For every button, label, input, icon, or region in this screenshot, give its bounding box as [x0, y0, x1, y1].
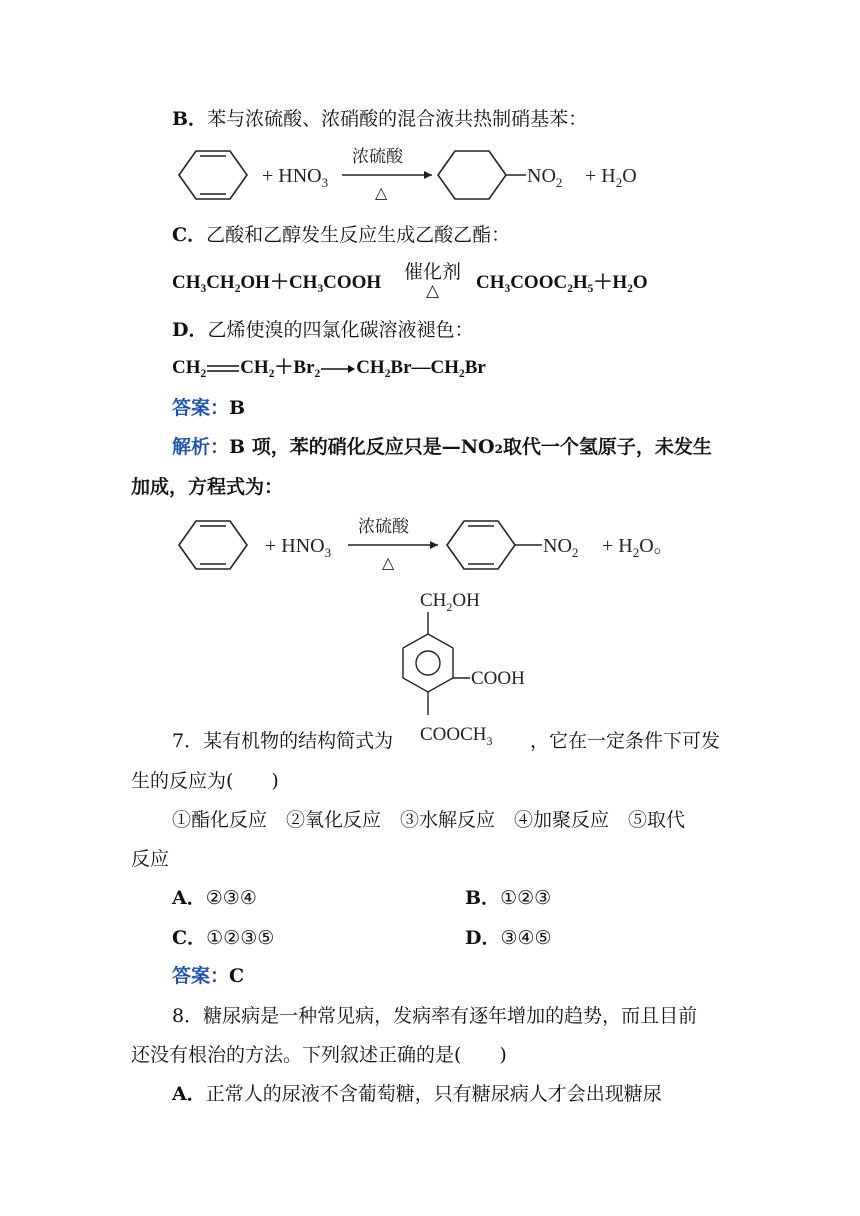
- reagent: + HNO: [265, 535, 325, 557]
- q7-stem-part1: 7．某有机物的结构简式为: [172, 730, 394, 752]
- answer-label: 答案：: [172, 397, 230, 419]
- structure-formula: [400, 582, 550, 754]
- q7-option-b: B．①②③: [465, 887, 552, 909]
- nitro-group: NO: [543, 535, 572, 557]
- svg-text:NO2: $NO_2$: [527, 165, 563, 190]
- analysis-line-2: 加成，方程式为：: [131, 476, 284, 498]
- q8-stem-line2: 还没有根治的方法。下列叙述正确的是( ): [131, 1044, 507, 1066]
- equation-analysis: [170, 510, 690, 580]
- q7-option-a: A．②③④: [172, 887, 257, 909]
- benzene-ring-icon: [403, 612, 470, 715]
- arrow-icon: [320, 362, 356, 376]
- q7-option-d: D．③④⑤: [465, 927, 552, 949]
- q8-option-a: A．正常人的尿液不含葡萄糖，只有糖尿病人才会出现糖尿: [172, 1083, 662, 1105]
- equation-c-left: CH₃CH₂OH＋CH₃COOH: [172, 272, 382, 293]
- analysis-label: 解析：: [172, 436, 230, 458]
- option-b: [172, 106, 587, 132]
- cooch3-group: COOCH: [420, 724, 487, 745]
- reagent: + HNO: [262, 165, 322, 187]
- reversible-arrow: [404, 278, 466, 300]
- answer-value: B: [229, 397, 246, 419]
- svg-text:+ HNO3: + $HNO_3$: [265, 535, 332, 560]
- option-d: [172, 317, 474, 343]
- q7-stem-part2: ，它在一定条件下可发: [530, 730, 721, 752]
- equation-d: CH₂ CH₂＋Br₂ CH₂Br—CH₂Br: [172, 357, 486, 378]
- nitro-group: NO: [527, 165, 556, 187]
- catalyst-label: 浓硫酸: [352, 147, 403, 167]
- water: + H: [585, 165, 616, 187]
- svg-text:NO2: $NO_2$: [543, 535, 579, 560]
- svg-text:△: △: [426, 281, 440, 300]
- double-bond-icon: [206, 362, 240, 376]
- heat-symbol: △: [375, 183, 388, 202]
- ch2oh-group: CH: [420, 590, 447, 611]
- option-letter: D．: [172, 319, 208, 341]
- svg-text:CH2OH: $CH_2OH$: [420, 590, 480, 614]
- equation-c-right: CH₃COOC₂H₅＋H₂O: [476, 272, 648, 293]
- answer-value: C: [229, 965, 245, 987]
- q7-choices-line1: ①酯化反应 ②氧化反应 ③水解反应 ④加聚反应 ⑤取代: [172, 809, 686, 831]
- benzene-ring-icon: [179, 521, 247, 569]
- equation-b: [170, 140, 670, 210]
- benzene-ring-icon: [179, 151, 247, 199]
- catalyst-label: 催化剂: [404, 261, 462, 283]
- answer-line: [172, 395, 245, 421]
- svg-text:+ H2O。: + $H_2O$。: [602, 535, 674, 560]
- cyclohexane-ring-icon: [438, 151, 526, 199]
- catalyst-label: 浓硫酸: [358, 517, 409, 537]
- analysis-text: B 项，苯的硝化反应只是—NO₂取代一个氢原子，未发生: [229, 436, 712, 458]
- option-c: [172, 222, 510, 248]
- heat-symbol: △: [382, 553, 395, 572]
- q8-stem-line1: 8．糖尿病是一种常见病，发病率有逐年增加的趋势，而且目前: [172, 1005, 698, 1027]
- q7-stem-line2: 生的反应为( ): [131, 770, 279, 792]
- answer-label: 答案：: [172, 965, 230, 987]
- analysis-line-1: [172, 434, 712, 460]
- option-letter: B．: [172, 108, 208, 130]
- benzene-ring-icon: [447, 521, 542, 569]
- q7-answer: [172, 963, 244, 989]
- svg-text:+ HNO3: + $HNO_3$: [262, 165, 329, 190]
- q7-option-c: C．①②③⑤: [172, 927, 275, 949]
- option-letter: C．: [172, 224, 207, 246]
- svg-text:+ H2O: + $H_2O$: [585, 165, 637, 190]
- option-text: 乙酸和乙醇发生反应生成乙酸乙酯：: [206, 224, 511, 246]
- svg-text:COOCH3: $COOCH_3$: [420, 724, 493, 748]
- q7-choices-line2: 反应: [131, 848, 170, 870]
- option-text: 苯与浓硫酸、浓硝酸的混合液共热制硝基苯：: [207, 108, 588, 130]
- cooh-group: COOH: [471, 668, 525, 689]
- option-text: 乙烯使溴的四氯化碳溶液褪色：: [207, 319, 474, 341]
- water: + H: [602, 535, 633, 557]
